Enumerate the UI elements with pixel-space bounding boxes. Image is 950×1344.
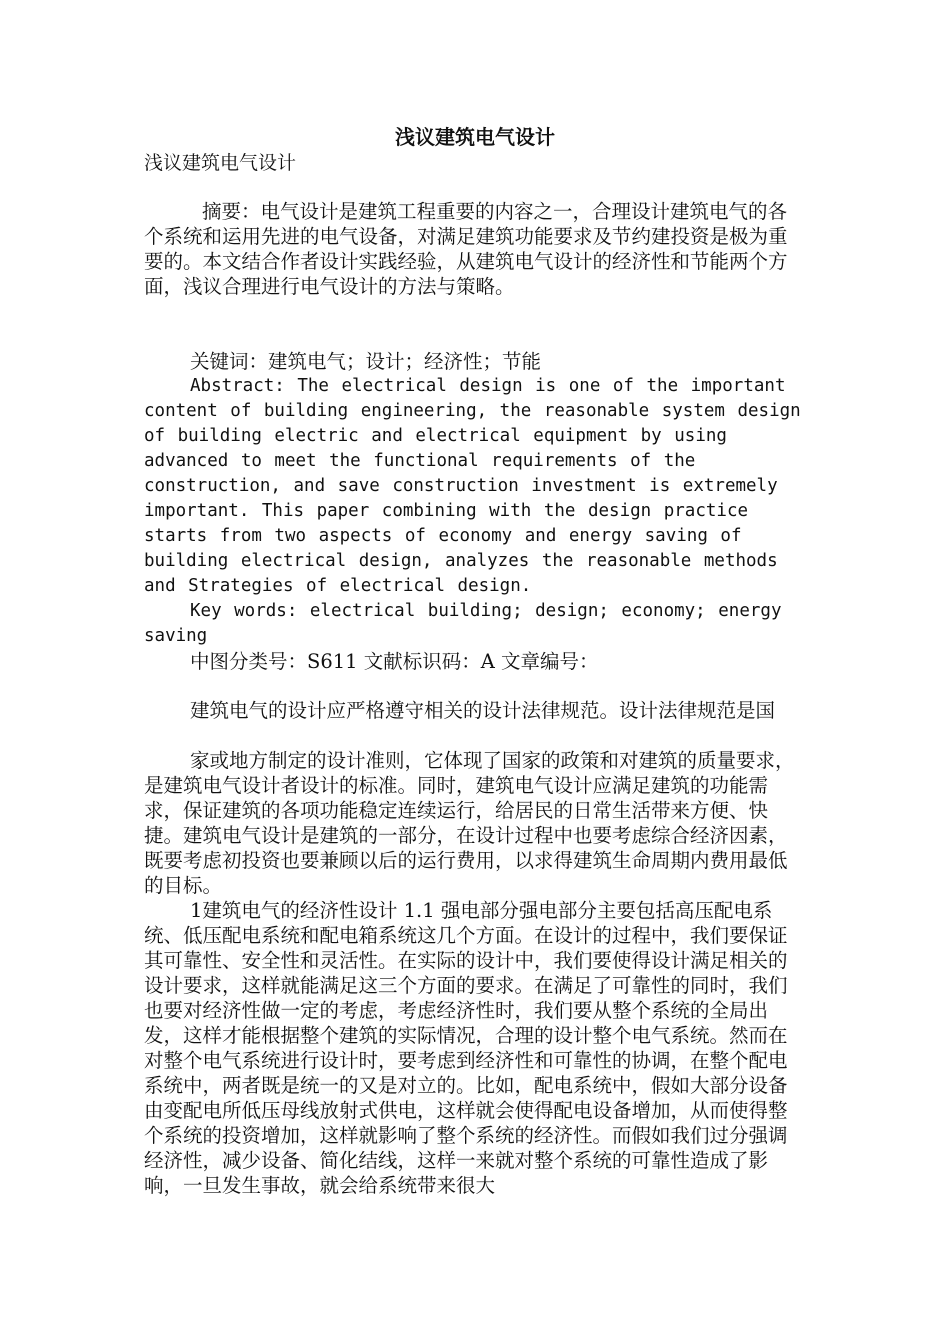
abstract-chinese: 摘要：电气设计是建筑工程重要的内容之一，合理设计建筑电气的各个系统和运用先进的电气设备，对满足建筑功能要求及节约建投资是极为重要的。本文结合作者设计实践经验，从建筑电气设计的经济性和节能两个方面，浅议合理进行电气设计的方法与策略。 bbox=[144, 200, 788, 298]
keywords-chinese: 关键词：建筑电气；设计；经济性；节能 bbox=[190, 350, 542, 373]
body-paragraph: 1建筑电气的经济性设计 1.1 强电部分强电部分主要包括高压配电系统、低压配电系统和配电箱系统这几个方面。在设计的过程中，我们要保证其可靠性、安全性和灵活性。在实际的设计中，我们要使得设计满足相关的设计要求，这样就能满足这三个方面的要求。在满足了可靠性的同时，我们也要对经济性做一定的考虑，考虑经济性时，我们要从整个系统的全局出发，这样才能根据整个建筑的实际情况，合理的设计整个电气系统。然而在对整个电气系统进行设计时，要考虑到经济性和可靠性的协调，在整个配电系统中，两者既是统一的又是对立的。比如，配电系统中，假如大部分设备由变配电所低压母线放射式供电，这样就会使得配电设备增加，从而使得整个系统的投资增加，这样就影响了整个系统的经济性。而假如我们过分强调经济性，减少设备、简化结线，这样一来就对整个系统的可靠性造成了影响，一旦发生事故，就会给系统带来很大 bbox=[144, 899, 788, 1197]
document-subtitle: 浅议建筑电气设计 bbox=[144, 152, 297, 174]
body-paragraph: 家或地方制定的设计准则，它体现了国家的政策和对建筑的质量要求，是建筑电气设计者设计的标准。同时，建筑电气设计应满足建筑的功能需求，保证建筑的各项功能稳定连续运行，给居民的日常生活带来方便、快捷。建筑电气设计是建筑的一部分，在设计过程中也要考虑综合经济因素，既要考虑初投资也要兼顾以后的运行费用，以求得建筑生命周期内费用最低的目标。 bbox=[144, 749, 795, 897]
body-paragraph: 建筑电气的设计应严格遵守相关的设计法律规范。设计法律规范是国 bbox=[190, 699, 776, 722]
classification-line: 中图分类号：S611 文献标识码：A 文章编号： bbox=[190, 650, 599, 673]
keywords-english: Key words: electrical building; design; economy; energy saving bbox=[144, 601, 782, 646]
abstract-english: Abstract: The electrical design is one of the important content of building engineering, the reasonable system design of building electric and electrical equipment by using advanced to meet the functional requirements of the construction, and save construction investment is extremely important. This paper combining with the design practice starts from two aspects of economy and energy saving of building electrical design, analyzes the reasonable methods and Strategies of electrical design. bbox=[144, 376, 801, 596]
document-title: 浅议建筑电气设计 bbox=[395, 125, 555, 149]
